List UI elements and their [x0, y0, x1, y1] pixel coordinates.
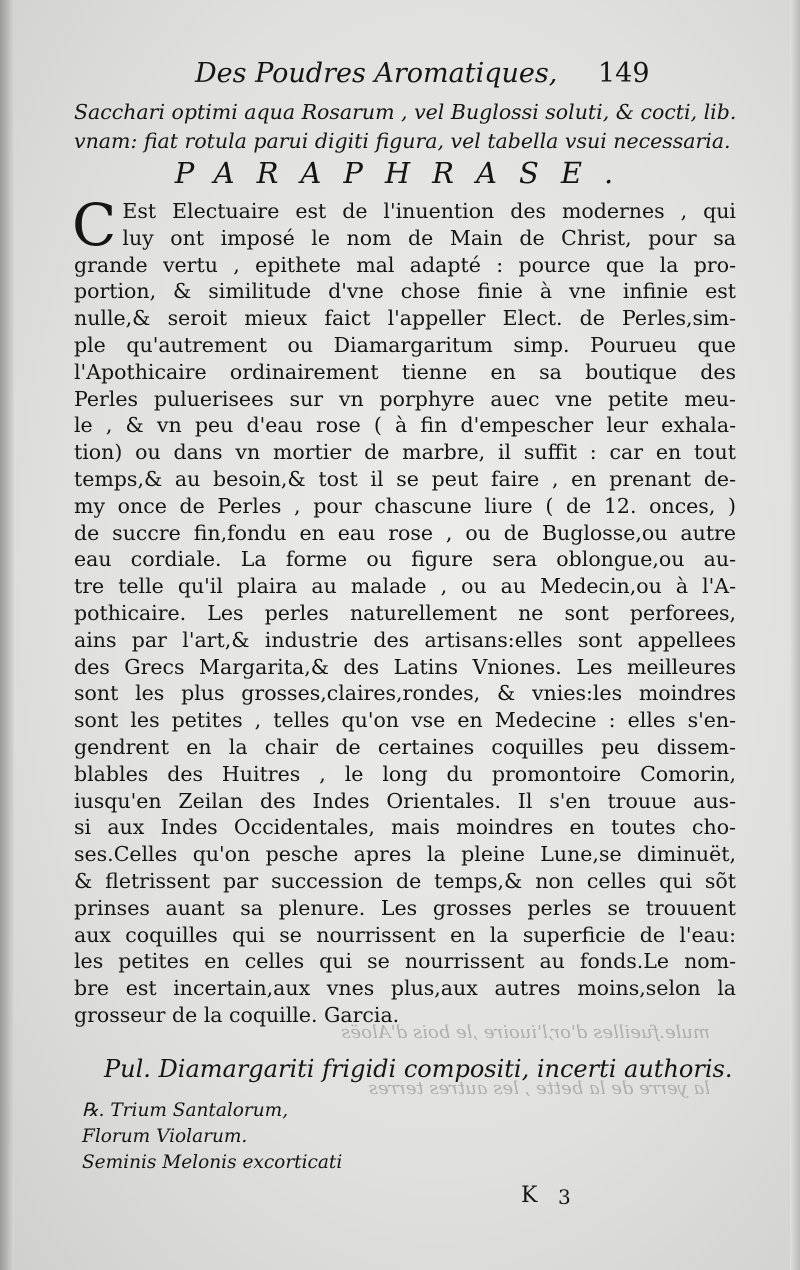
- body-line: my once de Perles , pour chascune liure ( de 12. onces, ): [74, 493, 736, 518]
- body-lines: [72, 191, 736, 1029]
- body-line: aux coquilles qui se nourrissent en la superficie de l'eau:: [74, 922, 736, 947]
- ingredient-line: ℞. Trium Santalorum,: [82, 1100, 289, 1121]
- page-right-edge-shadow: [790, 0, 800, 1270]
- ingredients-list: [82, 1098, 342, 1176]
- body-line: portion, & similitude d'vne chose finie à vne infinie est: [74, 279, 736, 304]
- show-through-text: mule.fueilles d'or,l'iuoire ,le bois d'Aloës: [341, 1022, 710, 1043]
- body-line: ses.Celles qu'on pesche apres la pleine Lune,se diminuët,: [74, 842, 736, 867]
- ingredient-line: Seminis Melonis excorticati: [82, 1152, 343, 1173]
- body-line: bre est incertain,aux vnes plus,aux autres moins,selon la: [74, 976, 736, 1001]
- body-line: tion) ou dans vn mortier de marbre, il suffit : car en tout: [74, 440, 736, 465]
- page-left-edge-shadow: [0, 0, 14, 1270]
- body-text: [72, 191, 736, 1029]
- body-line: tre telle qu'il plaira au malade , ou au Medecin,ou à l'A-: [74, 574, 736, 599]
- running-title: Des Poudres Aromatiques,: [195, 58, 558, 89]
- body-line: de succre fin,fondu en eau rose , ou de Buglosse,ou autre: [74, 520, 736, 545]
- body-line: des Grecs Margarita,& des Latins Vniones. Les meilleures: [74, 654, 736, 679]
- drop-cap: C: [72, 191, 117, 259]
- formula-title: Pul. Diamargariti frigidi compositi, incerti authoris.: [104, 1055, 733, 1083]
- body-line: Est Electuaire est de l'inuention des modernes , qui: [122, 199, 736, 223]
- body-line: iusqu'en Zeilan des Indes Orientales. Il s'en trouue aus-: [74, 788, 736, 813]
- page-header: [0, 58, 800, 92]
- body-line: ains par l'art,& industrie des artisans:elles sont appellees: [74, 627, 736, 652]
- body-line: Perles puluerisees sur vn porphyre auec vne petite meu-: [74, 386, 736, 411]
- recipe-line: Sacchari optimi aqua Rosarum , vel Buglossi soluti, & cocti, lib.: [74, 100, 737, 124]
- signature-mark: K: [521, 1183, 538, 1208]
- body-line: sont les petites , telles qu'on vse en Medecine : elles s'en-: [74, 708, 736, 733]
- body-line: eau cordiale. La forme ou figure sera oblongue,ou au-: [74, 547, 736, 572]
- body-line: si aux Indes Occidentales, mais moindres en toutes cho-: [74, 815, 736, 840]
- body-line: & fletrissent par succession de temps,& non celles qui sõt: [74, 868, 736, 893]
- body-line: pothicaire. Les perles naturellement ne sont perforees,: [74, 600, 736, 625]
- body-line: ple qu'autrement ou Diamargaritum simp. Pourueu que: [74, 332, 736, 357]
- show-through-text: la yerre de la bette , les autres terres: [368, 1078, 710, 1099]
- body-line: temps,& au besoin,& tost il se peut faire , en prenant de-: [74, 466, 736, 491]
- catchword: 3: [558, 1185, 571, 1209]
- body-line: l'Apothicaire ordinairement tienne en sa boutique des: [74, 359, 736, 384]
- body-line: les petites en celles qui se nourrissent au fonds.Le nom-: [74, 949, 736, 974]
- body-line: le , & vn peu d'eau rose ( à fin d'empescher leur exhala-: [74, 413, 736, 438]
- body-line: sont les plus grosses,claires,rondes, & vnies:les moindres: [74, 681, 736, 706]
- recipe-text: [74, 98, 737, 156]
- body-line: nulle,& seroit mieux faict l'appeller Elect. de Perles,sim-: [74, 306, 736, 331]
- body-line: blables des Huitres , le long du promontoire Comorin,: [74, 761, 736, 786]
- body-line: prinses auant sa plenure. Les grosses perles se trouuent: [74, 895, 736, 920]
- recipe-line: vnam: fiat rotula parui digiti figura, vel tabella vsui necessaria.: [74, 129, 731, 153]
- ingredient-line: Florum Violarum.: [82, 1126, 248, 1147]
- body-line: grande vertu , epithete mal adapté : pource que la pro-: [74, 252, 736, 277]
- page-number: 149: [598, 58, 650, 89]
- body-line: grosseur de la coquille. Garcia.: [74, 1002, 400, 1027]
- body-line: luy ont imposé le nom de Main de Christ, pour sa: [122, 225, 736, 250]
- section-heading: PARAPHRASE.: [174, 156, 636, 190]
- body-line: gendrent en la chair de certaines coquilles peu dissem-: [74, 734, 736, 759]
